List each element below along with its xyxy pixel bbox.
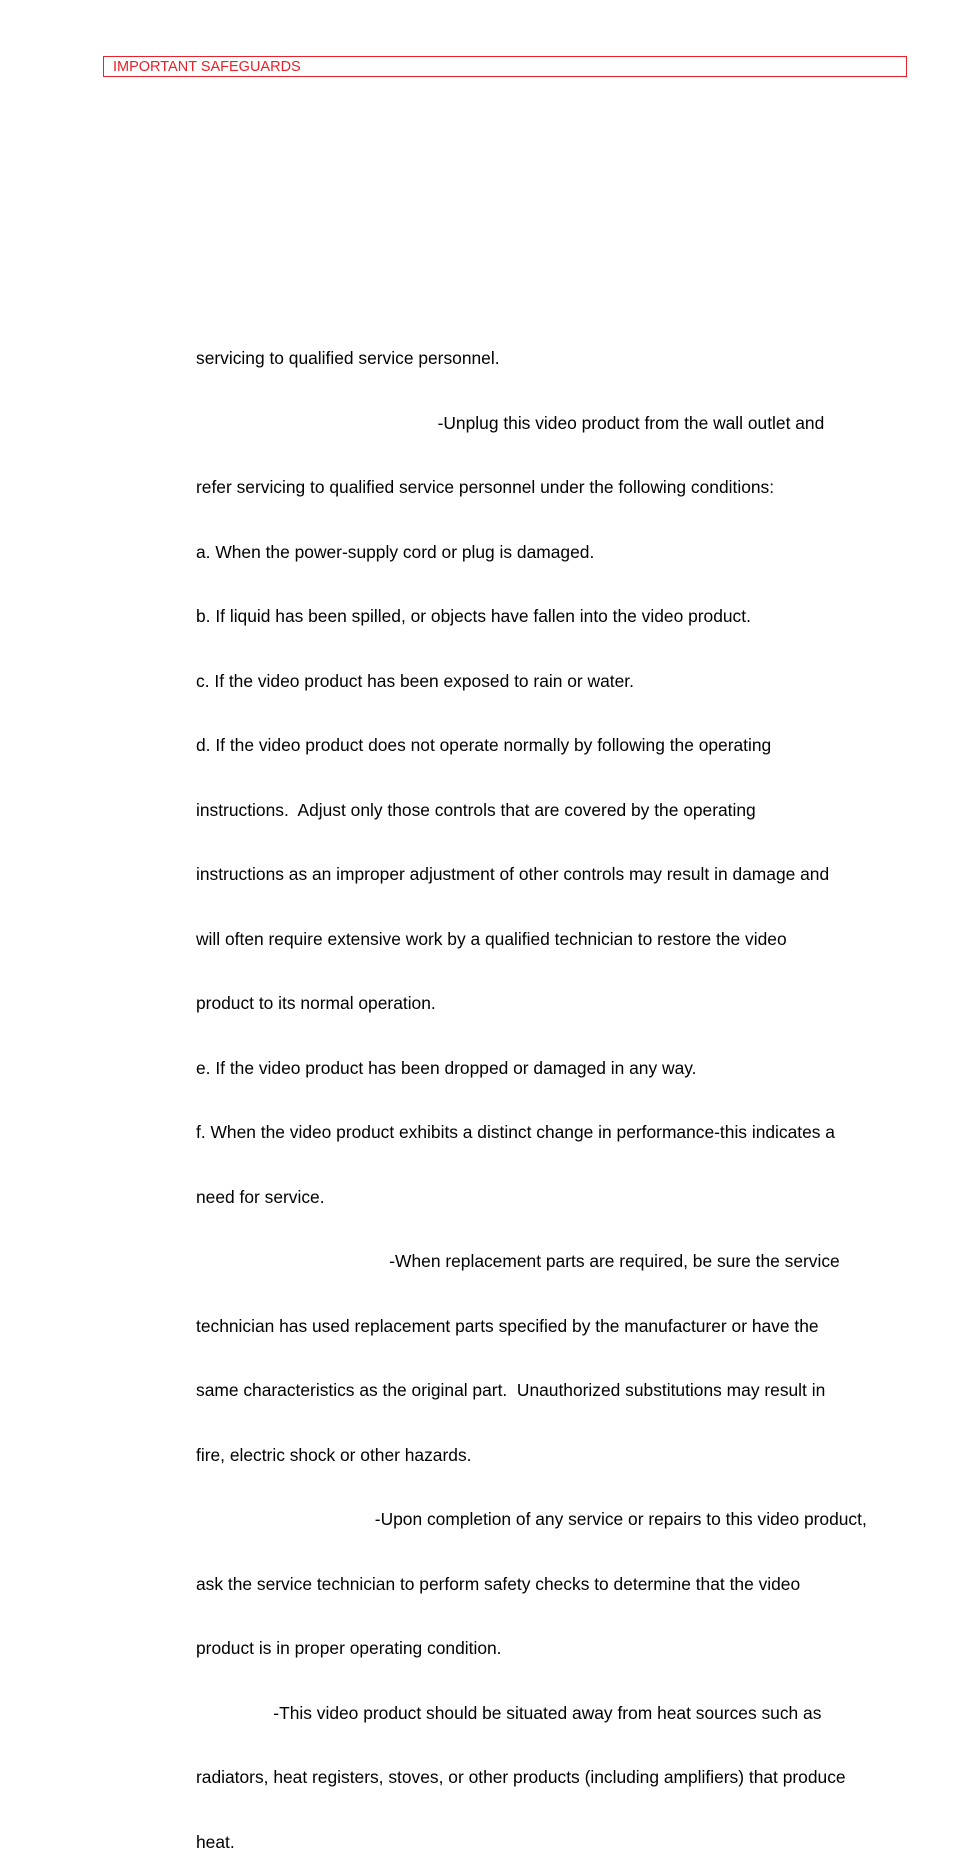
text-line: heat. [196,1831,235,1852]
text-line: -Unplug this video product from the wall outlet and [196,412,825,433]
text-line: product to its normal operation. [196,993,436,1013]
text-line: technician has used replacement parts specified by the manufacturer or have the [196,1315,819,1336]
text-line: ask the service technician to perform safety checks to determine that the video [196,1573,801,1594]
text-line: b. If liquid has been spilled, or objects have fallen into the video product. [196,606,751,626]
text-line: servicing to qualified service personnel. [196,348,500,368]
text-line: -Upon completion of any service or repairs to this video product, [196,1509,867,1529]
page-header-title: IMPORTANT SAFEGUARDS [113,59,301,75]
text-line: f. When the video product exhibits a distinct change in performance-this indicates a [196,1122,835,1142]
text-line: same characteristics as the original part. Unauthorized substitutions may result in [196,1380,826,1400]
text-line: c. If the video product has been exposed to rain or water. [196,670,634,691]
text-line: a. When the power-supply cord or plug is damaged. [196,541,595,562]
text-line: refer servicing to qualified service personnel under the following conditions: [196,477,775,497]
text-line: instructions as an improper adjustment of other controls may result in damage and [196,864,830,884]
text-line: fire, electric shock or other hazards. [196,1444,472,1465]
text-line: will often require extensive work by a qualified technician to restore the video [196,928,787,949]
text-line: e. If the video product has been dropped or damaged in any way. [196,1057,697,1078]
body-text [196,305,906,1875]
text-line: instructions. Adjust only those controls that are covered by the operating [196,799,756,820]
header-box [103,56,907,77]
text-line: -This video product should be situated away from heat sources such as [196,1702,822,1723]
text-line: product is in proper operating condition. [196,1638,502,1658]
text-line: -When replacement parts are required, be sure the service [196,1251,840,1271]
text-line: radiators, heat registers, stoves, or other products (including amplifiers) that produce [196,1767,846,1787]
text-line: d. If the video product does not operate normally by following the operating [196,735,772,755]
text-line: need for service. [196,1186,325,1207]
